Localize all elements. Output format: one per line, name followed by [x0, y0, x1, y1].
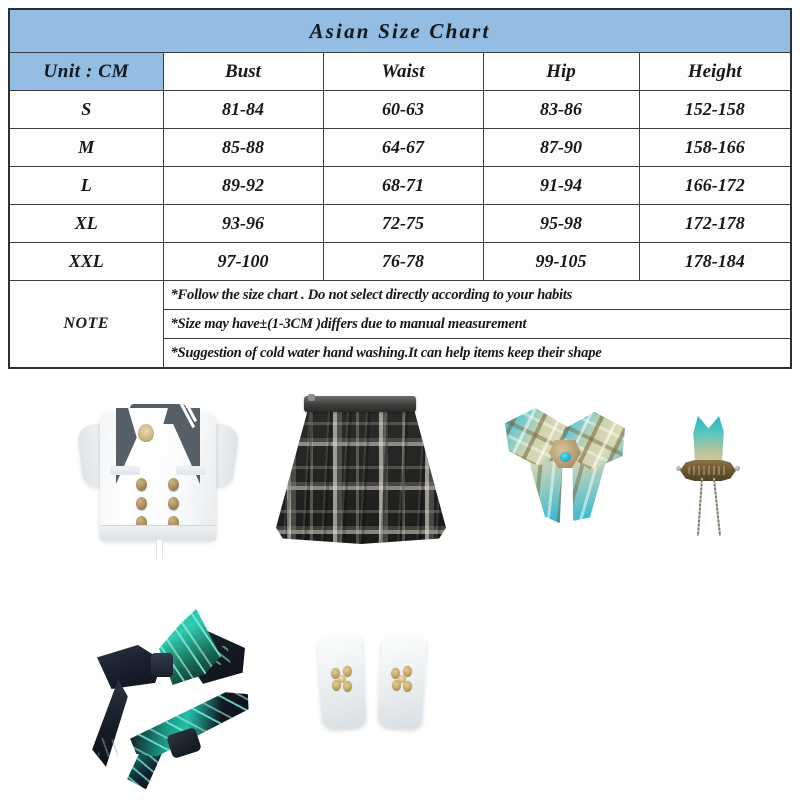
size-chart-table — [8, 8, 792, 369]
chart-title: Asian Size Chart — [9, 9, 791, 53]
cell-height-m: 158-166 — [639, 129, 791, 167]
skirt-waistband — [304, 396, 416, 412]
cell-height-xxl: 178-184 — [639, 243, 791, 281]
table-row — [9, 205, 791, 243]
cell-hip-xl: 95-98 — [483, 205, 639, 243]
column-header-waist: Waist — [323, 53, 483, 91]
column-header-row — [9, 53, 791, 91]
cell-height-l: 166-172 — [639, 167, 791, 205]
table-row — [9, 167, 791, 205]
product-image-sailor-top — [78, 394, 238, 559]
column-header-height: Height — [639, 53, 791, 91]
cell-bust-xl: 93-96 — [163, 205, 323, 243]
chest-insignia — [138, 424, 154, 442]
note-line-3: *Suggestion of cold water hand washing.It can help items keep their shape — [163, 339, 791, 369]
pocket-right — [176, 466, 206, 475]
table-row — [9, 129, 791, 167]
petal-4 — [403, 681, 412, 692]
petal-4 — [343, 681, 352, 692]
cell-bust-m: 85-88 — [163, 129, 323, 167]
brooch-chain-left — [697, 478, 703, 536]
note-row — [9, 281, 791, 310]
product-gallery — [0, 374, 800, 800]
cell-waist-xl: 72-75 — [323, 205, 483, 243]
tie-hanging-tail-pattern — [98, 738, 120, 759]
note-line-1: *Follow the size chart . Do not select directly according to your habits — [163, 281, 791, 310]
cell-height-s: 152-158 — [639, 91, 791, 129]
cell-bust-l: 89-92 — [163, 167, 323, 205]
tie-knot — [151, 653, 173, 677]
cell-hip-m: 87-90 — [483, 129, 639, 167]
product-image-bow-tie-set — [75, 609, 265, 794]
product-image-plaid-skirt — [268, 392, 454, 562]
button-4 — [168, 478, 179, 491]
cell-height-xl: 172-178 — [639, 205, 791, 243]
cell-bust-xxl: 97-100 — [163, 243, 323, 281]
size-label-m: M — [9, 129, 163, 167]
brooch-pin-right — [735, 466, 740, 471]
skirt-zipper-pull — [308, 394, 315, 401]
table-row — [9, 91, 791, 129]
brooch-pin-left — [676, 466, 681, 471]
column-header-hip: Hip — [483, 53, 639, 91]
hem-band — [100, 525, 216, 540]
cell-hip-l: 91-94 — [483, 167, 639, 205]
embroidery-core — [398, 675, 406, 683]
table-row — [9, 243, 791, 281]
button-5 — [168, 497, 179, 510]
product-image-teal-bow — [505, 402, 625, 537]
cell-bust-s: 81-84 — [163, 91, 323, 129]
embroidery-core — [338, 675, 346, 683]
brooch-plate-texture — [688, 466, 728, 475]
size-label-s: S — [9, 91, 163, 129]
chart-title-row — [9, 9, 791, 53]
column-header-bust: Bust — [163, 53, 323, 91]
cell-waist-m: 64-67 — [323, 129, 483, 167]
note-line-2: *Size may have±(1-3CM )differs due to manual measurement — [163, 310, 791, 339]
product-image-wrist-cuffs — [318, 632, 426, 742]
button-2 — [136, 497, 147, 510]
bow-gem — [560, 452, 571, 462]
pocket-left — [110, 466, 140, 475]
cell-waist-s: 60-63 — [323, 91, 483, 129]
cell-hip-s: 83-86 — [483, 91, 639, 129]
neck-ribbon — [123, 697, 259, 793]
unit-label: Unit : CM — [9, 53, 163, 91]
hem-slit — [156, 540, 163, 559]
brooch-chain-right — [713, 478, 721, 536]
cell-waist-xxl: 76-78 — [323, 243, 483, 281]
embroidery-left — [331, 666, 353, 692]
cell-hip-xxl: 99-105 — [483, 243, 639, 281]
size-label-xl: XL — [9, 205, 163, 243]
product-image-butterfly-pin — [668, 416, 748, 541]
note-label: NOTE — [9, 281, 163, 369]
embroidery-right — [391, 666, 413, 692]
bow-tail-left — [529, 459, 567, 525]
size-chart-container — [8, 8, 790, 369]
butterfly-wing-right — [704, 415, 731, 464]
size-label-xxl: XXL — [9, 243, 163, 281]
skirt-body — [276, 408, 446, 544]
button-1 — [136, 478, 147, 491]
cell-waist-l: 68-71 — [323, 167, 483, 205]
size-label-l: L — [9, 167, 163, 205]
